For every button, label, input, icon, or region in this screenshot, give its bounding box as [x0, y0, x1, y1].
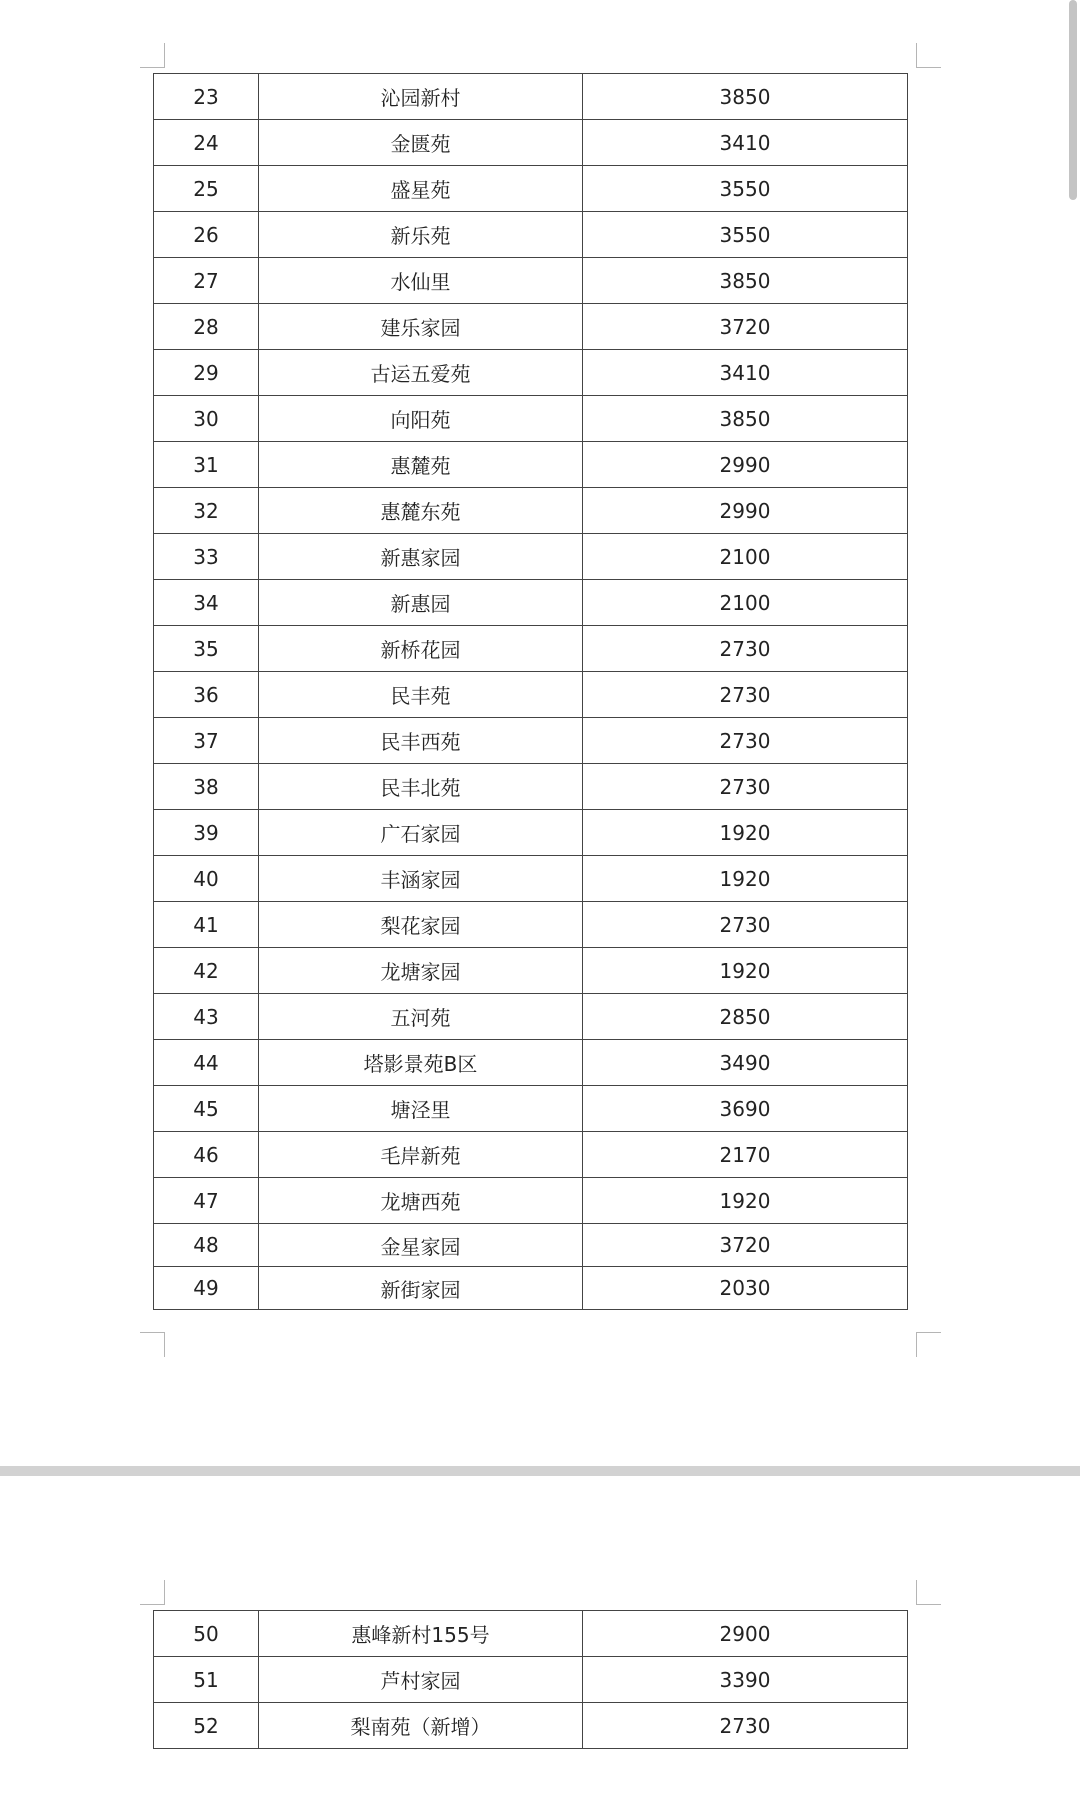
margin-corner-bottom-left: [140, 1332, 165, 1357]
row-number: 46: [154, 1132, 259, 1178]
row-number: 31: [154, 442, 259, 488]
row-number: 26: [154, 212, 259, 258]
row-value: 3720: [583, 1224, 908, 1267]
table-row: [154, 396, 908, 442]
row-value: 2850: [583, 994, 908, 1040]
row-number: 34: [154, 580, 259, 626]
table-row: [154, 304, 908, 350]
table-row: [154, 856, 908, 902]
row-value: 2730: [583, 718, 908, 764]
table-row: [154, 258, 908, 304]
table-row: [154, 672, 908, 718]
community-name: 广石家园: [259, 810, 583, 856]
table-row: [154, 166, 908, 212]
community-table-page-2: [153, 1610, 908, 1749]
row-value: 1920: [583, 948, 908, 994]
row-number: 43: [154, 994, 259, 1040]
table-row: [154, 350, 908, 396]
table-row: [154, 1267, 908, 1310]
community-name: 惠麓东苑: [259, 488, 583, 534]
community-name: 民丰西苑: [259, 718, 583, 764]
document-page-2: [0, 1476, 1080, 1795]
table-row: [154, 1086, 908, 1132]
community-name: 新桥花园: [259, 626, 583, 672]
row-value: 3410: [583, 120, 908, 166]
community-name: 沁园新村: [259, 74, 583, 120]
row-value: 3850: [583, 258, 908, 304]
community-table-page-1: [153, 73, 908, 1310]
row-number: 36: [154, 672, 259, 718]
row-number: 38: [154, 764, 259, 810]
margin-corner-top-right: [916, 43, 941, 68]
row-number: 41: [154, 902, 259, 948]
community-name: 民丰北苑: [259, 764, 583, 810]
row-value: 2100: [583, 580, 908, 626]
margin-corner-top-left: [140, 43, 165, 68]
community-name: 古运五爱苑: [259, 350, 583, 396]
row-value: 1920: [583, 856, 908, 902]
margin-corner-top-left: [140, 1580, 165, 1605]
row-value: 3490: [583, 1040, 908, 1086]
community-name: 新惠家园: [259, 534, 583, 580]
row-value: 3390: [583, 1657, 908, 1703]
row-number: 27: [154, 258, 259, 304]
table-row: [154, 212, 908, 258]
row-value: 2170: [583, 1132, 908, 1178]
row-number: 28: [154, 304, 259, 350]
row-value: 3410: [583, 350, 908, 396]
community-name: 新乐苑: [259, 212, 583, 258]
row-value: 2730: [583, 764, 908, 810]
row-number: 30: [154, 396, 259, 442]
table-row: [154, 442, 908, 488]
community-name: 新街家园: [259, 1267, 583, 1310]
row-value: 2900: [583, 1611, 908, 1657]
row-number: 37: [154, 718, 259, 764]
table-row: [154, 120, 908, 166]
table-row: [154, 718, 908, 764]
table-row: [154, 764, 908, 810]
row-value: 2730: [583, 902, 908, 948]
row-number: 45: [154, 1086, 259, 1132]
table-row: [154, 902, 908, 948]
table-row: [154, 1657, 908, 1703]
table-body: [154, 74, 908, 1310]
row-number: 25: [154, 166, 259, 212]
community-name: 丰涵家园: [259, 856, 583, 902]
table-row: [154, 1040, 908, 1086]
community-name: 龙塘西苑: [259, 1178, 583, 1224]
row-value: 2030: [583, 1267, 908, 1310]
row-value: 3850: [583, 74, 908, 120]
row-number: 32: [154, 488, 259, 534]
community-name: 新惠园: [259, 580, 583, 626]
row-value: 3720: [583, 304, 908, 350]
table-row: [154, 1224, 908, 1267]
row-number: 33: [154, 534, 259, 580]
row-value: 2990: [583, 442, 908, 488]
table-row: [154, 580, 908, 626]
community-name: 龙塘家园: [259, 948, 583, 994]
community-name: 惠峰新村155号: [259, 1611, 583, 1657]
community-name: 毛岸新苑: [259, 1132, 583, 1178]
community-name: 梨南苑（新增）: [259, 1703, 583, 1749]
community-name: 惠麓苑: [259, 442, 583, 488]
row-number: 24: [154, 120, 259, 166]
table-row: [154, 994, 908, 1040]
table-row: [154, 626, 908, 672]
table-row: [154, 1703, 908, 1749]
row-number: 48: [154, 1224, 259, 1267]
table-row: [154, 74, 908, 120]
row-value: 1920: [583, 1178, 908, 1224]
row-value: 2730: [583, 1703, 908, 1749]
margin-corner-top-right: [916, 1580, 941, 1605]
community-name: 金匮苑: [259, 120, 583, 166]
row-value: 2730: [583, 672, 908, 718]
row-number: 52: [154, 1703, 259, 1749]
community-name: 建乐家园: [259, 304, 583, 350]
community-name: 芦村家园: [259, 1657, 583, 1703]
table-row: [154, 534, 908, 580]
community-name: 向阳苑: [259, 396, 583, 442]
table-body: [154, 1611, 908, 1749]
table-row: [154, 810, 908, 856]
row-value: 3550: [583, 212, 908, 258]
community-name: 水仙里: [259, 258, 583, 304]
community-name: 塔影景苑B区: [259, 1040, 583, 1086]
community-name: 金星家园: [259, 1224, 583, 1267]
community-name: 民丰苑: [259, 672, 583, 718]
row-number: 51: [154, 1657, 259, 1703]
table-row: [154, 1611, 908, 1657]
row-number: 29: [154, 350, 259, 396]
community-name: 五河苑: [259, 994, 583, 1040]
community-name: 梨花家园: [259, 902, 583, 948]
table-row: [154, 1178, 908, 1224]
row-number: 23: [154, 74, 259, 120]
row-number: 39: [154, 810, 259, 856]
row-value: 3550: [583, 166, 908, 212]
margin-corner-bottom-right: [916, 1332, 941, 1357]
page-separator: [0, 1466, 1080, 1476]
row-number: 42: [154, 948, 259, 994]
row-number: 49: [154, 1267, 259, 1310]
community-name: 塘泾里: [259, 1086, 583, 1132]
row-number: 44: [154, 1040, 259, 1086]
community-name: 盛星苑: [259, 166, 583, 212]
row-value: 2100: [583, 534, 908, 580]
vertical-scrollbar[interactable]: [1069, 0, 1077, 200]
row-number: 35: [154, 626, 259, 672]
row-value: 3690: [583, 1086, 908, 1132]
row-number: 50: [154, 1611, 259, 1657]
row-number: 40: [154, 856, 259, 902]
row-value: 2990: [583, 488, 908, 534]
row-value: 1920: [583, 810, 908, 856]
table-row: [154, 1132, 908, 1178]
table-row: [154, 948, 908, 994]
row-value: 3850: [583, 396, 908, 442]
row-value: 2730: [583, 626, 908, 672]
row-number: 47: [154, 1178, 259, 1224]
table-row: [154, 488, 908, 534]
